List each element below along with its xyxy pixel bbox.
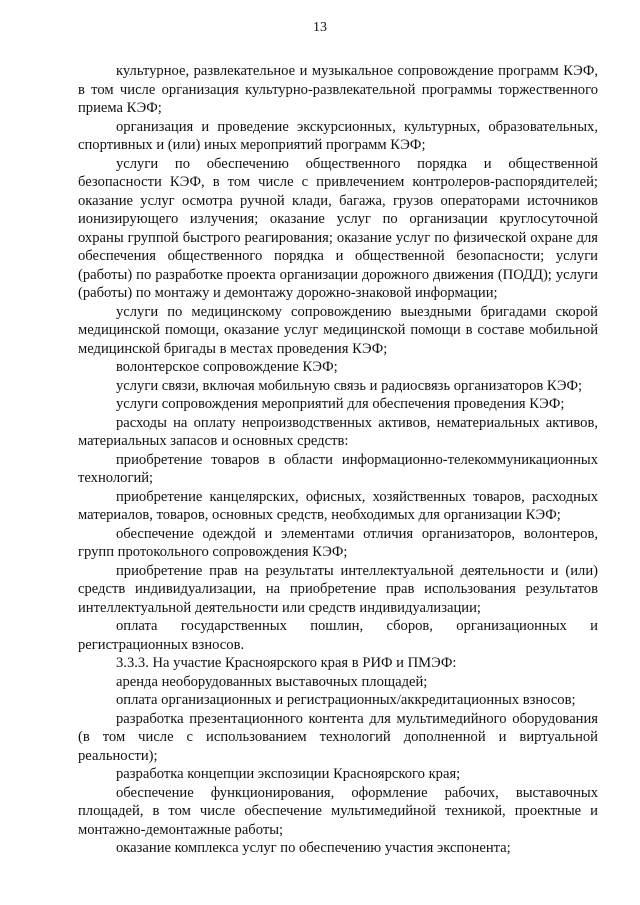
paragraph: оказание комплекса услуг по обеспечению участия экспонента;: [116, 840, 511, 856]
section-heading: 3.3.3. На участие Красноярского края в РИФ и ПМЭФ:: [116, 655, 457, 671]
paragraph: услуги сопровождения мероприятий для обеспечения проведения КЭФ;: [116, 396, 565, 412]
paragraph: разработка презентационного контента для мультимедийного оборудования (в том числе с использованием технологий дополненной и виртуальной реальности);: [78, 710, 598, 764]
paragraph: аренда необорудованных выставочных площадей;: [116, 673, 428, 690]
paragraph: организация и проведение экскурсионных, культурных, образовательных, спортивных и (или) иных мероприятий программ КЭФ;: [78, 118, 598, 153]
page-number: 13: [313, 20, 327, 35]
paragraph: обеспечение одеждой и элементами отличия организаторов, волонтеров, групп протокольного сопровождения КЭФ;: [78, 525, 598, 560]
paragraph: приобретение товаров в области информационно-телекоммуникационных технологий;: [78, 451, 598, 486]
document-body: [78, 62, 598, 858]
paragraph: услуги по медицинскому сопровождению выездными бригадами скорой медицинской помощи, оказание услуг медицинской помощи в составе мобильной медицинской бригады в местах проведения КЭФ;: [78, 303, 598, 357]
paragraph: расходы на оплату непроизводственных активов, нематериальных активов, материальных запасов и основных средств:: [78, 414, 598, 449]
paragraph: оплата организационных и регистрационных/аккредитационных взносов;: [116, 692, 576, 708]
paragraph: приобретение канцелярских, офисных, хозяйственных товаров, расходных материалов, товаров, основных средств, необходимых для организации КЭФ;: [78, 488, 598, 523]
paragraph: услуги связи, включая мобильную связь и радиосвязь организаторов КЭФ;: [116, 377, 583, 394]
paragraph: оплата государственных пошлин, сборов, организационных и регистрационных взносов.: [78, 618, 598, 653]
paragraph: волонтерское сопровождение КЭФ;: [116, 359, 338, 375]
paragraph: услуги по обеспечению общественного порядка и общественной безопасности КЭФ, в том числе с привлечением контролеров-распорядителей; оказание услуг осмотра ручной клади, багажа, грузов операторами источников ионизирующего излучения; оказание услуг по организации круглосуточной охраны группой быстрого реагирования; оказание услуг по физической охране для обеспечения общественного порядка и общественной безопасности; услуги (работы) по разработке проекта организации дорожного движения (ПОДД); услуги (работы) по монтажу и демонтажу дорожно-знаковой информации;: [78, 155, 598, 301]
paragraph: разработка концепции экспозиции Красноярского края;: [116, 766, 461, 782]
paragraph: приобретение прав на результаты интеллектуальной деятельности и (или) средств индивидуализации, на приобретение прав использования результатов интеллектуальной деятельности или средств индивидуализации;: [78, 562, 598, 616]
paragraph: обеспечение функционирования, оформление рабочих, выставочных площадей, в том числе обеспечение мультимедийной техникой, проектные и монтажно-демонтажные работы;: [78, 784, 598, 838]
paragraph: культурное, развлекательное и музыкальное сопровождение программ КЭФ, в том числе организация культурно-развлекательной программы торжественного приема КЭФ;: [78, 63, 598, 116]
